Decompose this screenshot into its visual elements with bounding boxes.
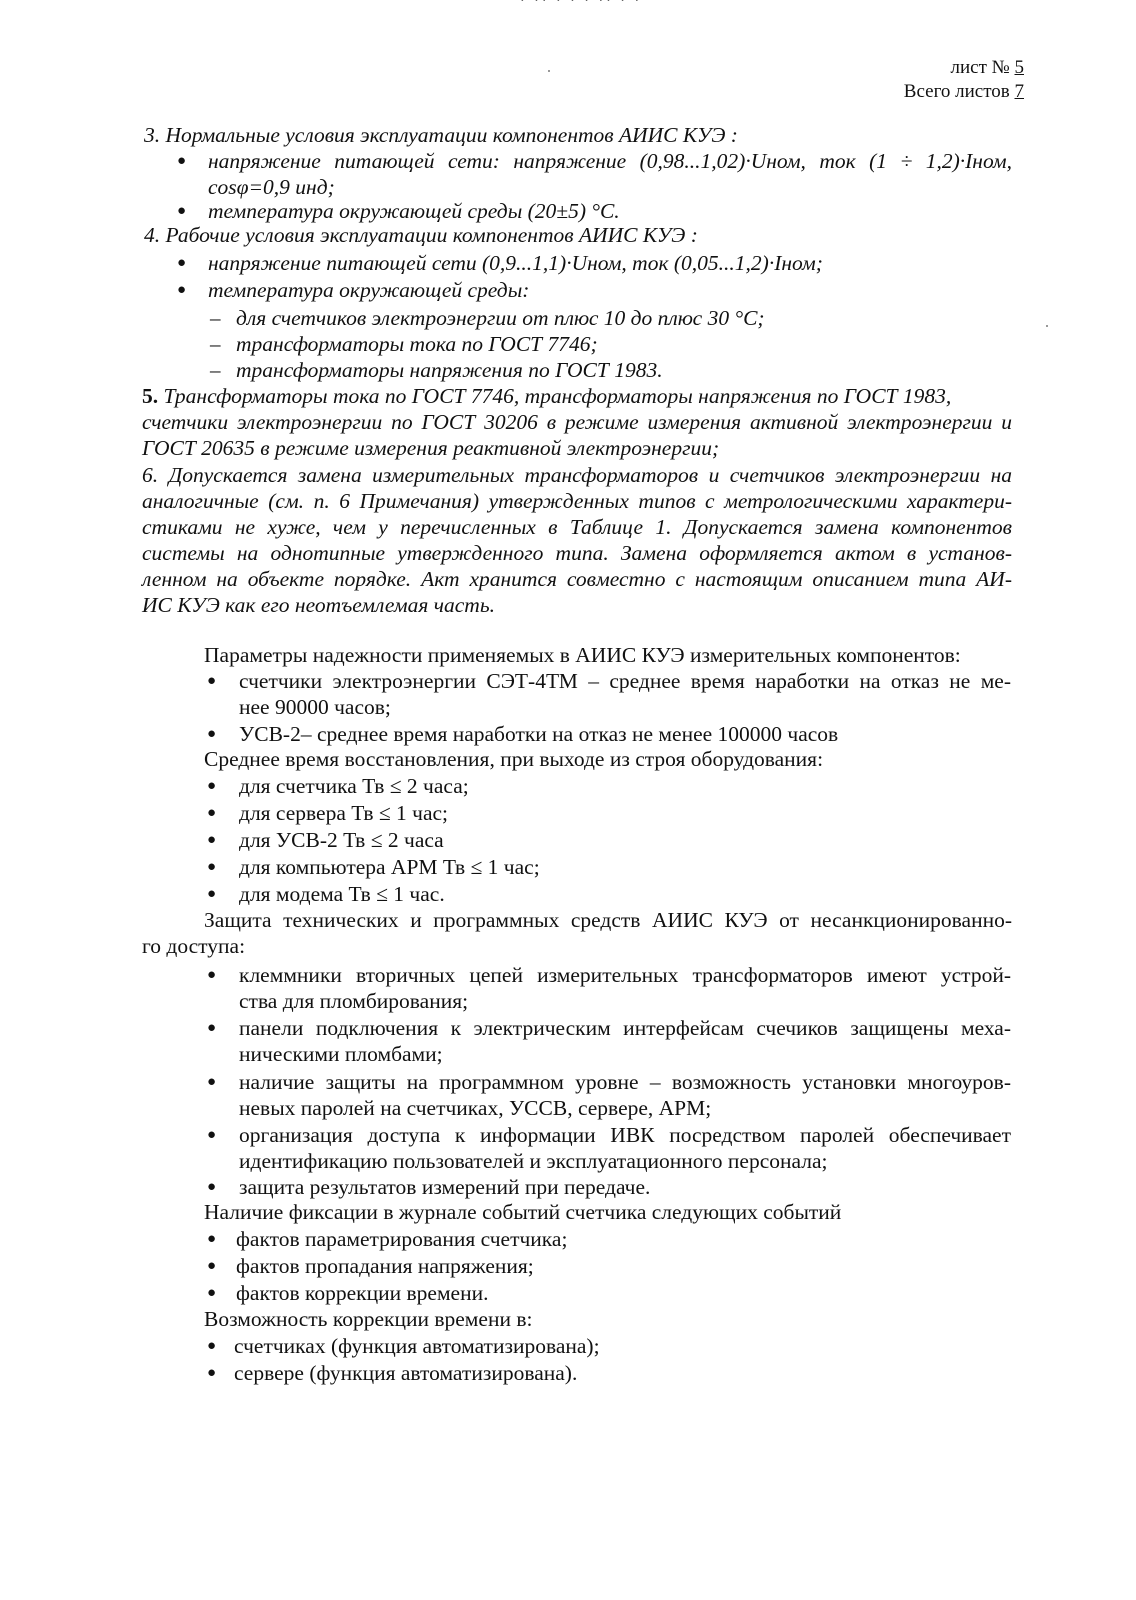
bullet-icon: ●: [207, 673, 217, 689]
bullet-icon: ●: [207, 886, 217, 902]
recovery-item-4: для компьютера АРМ Тв ≤ 1 час;: [239, 855, 540, 879]
protection-item-5: защита результатов измерений при передаче.: [239, 1175, 651, 1199]
time-correction-intro: Возможность коррекции времени в:: [204, 1307, 533, 1331]
bullet-icon: ●: [177, 282, 187, 298]
protection-item-1-line-1: клеммники вторичных цепей измерительных трансформаторов имеют устрой-: [239, 963, 1011, 987]
bullet-icon: ●: [207, 1179, 217, 1195]
total-sheets-number: 7: [1014, 81, 1024, 102]
protection-intro-line-2: го доступа:: [142, 934, 246, 958]
reliability-item-2: УСВ-2– среднее время наработки на отказ не менее 100000 часов: [239, 722, 839, 746]
bullet-icon: ●: [207, 726, 217, 742]
bullet-icon: ●: [177, 255, 187, 271]
recovery-intro: Среднее время восстановления, при выходе из строя оборудования:: [204, 747, 824, 771]
sheet-number: 5: [1014, 57, 1024, 78]
total-sheets-line: [904, 80, 1024, 104]
bullet-icon: ●: [207, 1020, 217, 1036]
section-4-subitem-3: трансформаторы напряжения по ГОСТ 1983.: [236, 358, 663, 382]
bullet-icon: ●: [207, 859, 217, 875]
recovery-item-3: для УСВ-2 Тв ≤ 2 часа: [239, 828, 444, 852]
bullet-icon: ●: [207, 1365, 217, 1381]
bullet-icon: ●: [207, 832, 217, 848]
recovery-item-5: для модема Тв ≤ 1 час.: [239, 882, 445, 906]
section-5-number: 5.: [142, 384, 159, 408]
section-3-title: 3. Нормальные условия эксплуатации компонентов АИИС КУЭ :: [144, 123, 738, 147]
section-6-line-2: аналогичные (см. п. 6 Примечания) утвержденных типов с метрологическими характери-: [142, 489, 1012, 513]
section-5-line-1-text: Трансформаторы тока по ГОСТ 7746, трансформаторы напряжения по ГОСТ 1983,: [163, 384, 952, 408]
section-6-line-5: ленном на объекте порядке. Акт хранится совместно с настоящим описанием типа АИ-: [142, 567, 1012, 591]
bullet-icon: ●: [207, 967, 217, 983]
section-5-line-2: счетчики электроэнергии по ГОСТ 30206 в режиме измерения активной электроэнергии и: [142, 410, 1012, 434]
bullet-icon: ●: [207, 778, 217, 794]
section-4-item-1: напряжение питающей сети (0,9...1,1)·Uном, ток (0,05...1,2)·Iном;: [208, 251, 823, 275]
section-5-line-3: ГОСТ 20635 в режиме измерения реактивной электроэнергии;: [142, 436, 720, 460]
time-correction-item-1: счетчиках (функция автоматизирована);: [234, 1334, 600, 1358]
recovery-item-2: для сервера Тв ≤ 1 час;: [239, 801, 449, 825]
section-6-line-4: системы на однотипные утвержденного типа. Замена оформляется актом в установ-: [142, 541, 1012, 565]
protection-item-3-line-1: наличие защиты на программном уровне – возможность установки многоуров-: [239, 1070, 1011, 1094]
bullet-icon: ●: [177, 153, 187, 169]
protection-intro-line-1: Защита технических и программных средств АИИС КУЭ от несанкционированно-: [204, 908, 1012, 932]
protection-item-3-line-2: невых паролей на счетчиках, УССВ, сервере, АРМ;: [239, 1096, 712, 1120]
events-item-3: фактов коррекции времени.: [236, 1281, 489, 1305]
events-item-1: фактов параметрирования счетчика;: [236, 1227, 568, 1251]
reliability-item-1-line-1: счетчики электроэнергии СЭТ-4ТМ – среднее время наработки на отказ не ме-: [239, 669, 1011, 693]
section-5-line-1: [142, 383, 951, 409]
protection-item-2-line-2: ническими пломбами;: [239, 1042, 443, 1066]
cropped-top-text: · ·· · · · ·· · ·: [520, 0, 643, 9]
bullet-icon: ●: [177, 203, 187, 219]
section-4-item-2: температура окружающей среды:: [208, 278, 530, 302]
page-header: [904, 56, 1024, 104]
protection-item-4-line-2: идентификацию пользователей и эксплуатационного персонала;: [239, 1149, 828, 1173]
section-6-line-6: ИС КУЭ как его неотъемлемая часть.: [142, 593, 495, 617]
total-sheets-label: Всего листов: [903, 81, 1010, 102]
bullet-icon: ●: [207, 1258, 217, 1274]
events-item-2: фактов пропадания напряжения;: [236, 1254, 534, 1278]
protection-item-2-line-1: панели подключения к электрическим интерфейсам счечиков защищены меха-: [239, 1016, 1011, 1040]
bullet-icon: ●: [207, 1285, 217, 1301]
reliability-item-1-line-2: нее 90000 часов;: [239, 695, 391, 719]
dash-icon: –: [210, 358, 221, 382]
bullet-icon: ●: [207, 1231, 217, 1247]
sheet-number-line: [904, 56, 1024, 80]
section-3-item-1-line-1: напряжение питающей сети: напряжение (0,98...1,02)·Uном, ток (1 ÷ 1,2)·Iном,: [208, 149, 1012, 173]
protection-item-1-line-2: ства для пломбирования;: [239, 989, 469, 1013]
section-4-subitem-1: для счетчиков электроэнергии от плюс 10 до плюс 30 °С;: [236, 306, 765, 330]
scan-speck: [1046, 325, 1048, 327]
sheet-label: лист №: [950, 57, 1010, 78]
bullet-icon: ●: [207, 1338, 217, 1354]
section-4-title: 4. Рабочие условия эксплуатации компонентов АИИС КУЭ :: [144, 223, 698, 247]
dash-icon: –: [210, 306, 221, 330]
time-correction-item-2: сервере (функция автоматизирована).: [234, 1361, 578, 1385]
bullet-icon: ●: [207, 1074, 217, 1090]
section-3-item-1-line-2: cosφ=0,9 инд;: [208, 175, 335, 199]
events-intro: Наличие фиксации в журнале событий счетчика следующих событий: [204, 1200, 842, 1224]
reliability-intro: Параметры надежности применяемых в АИИС КУЭ измерительных компонентов:: [204, 643, 961, 667]
recovery-item-1: для счетчика Тв ≤ 2 часа;: [239, 774, 469, 798]
dash-icon: –: [210, 332, 221, 356]
protection-item-4-line-1: организация доступа к информации ИВК посредством паролей обеспечивает: [239, 1123, 1011, 1147]
section-3-item-2: температура окружающей среды (20±5) °С.: [208, 199, 620, 223]
section-4-subitem-2: трансформаторы тока по ГОСТ 7746;: [236, 332, 598, 356]
scan-speck: [548, 70, 550, 72]
section-6-line-1: 6. Допускается замена измерительных трансформаторов и счетчиков электроэнергии на: [142, 463, 1012, 487]
section-6-line-3: стиками не хуже, чем у перечисленных в Таблице 1. Допускается замена компонентов: [142, 515, 1012, 539]
bullet-icon: ●: [207, 1127, 217, 1143]
bullet-icon: ●: [207, 805, 217, 821]
